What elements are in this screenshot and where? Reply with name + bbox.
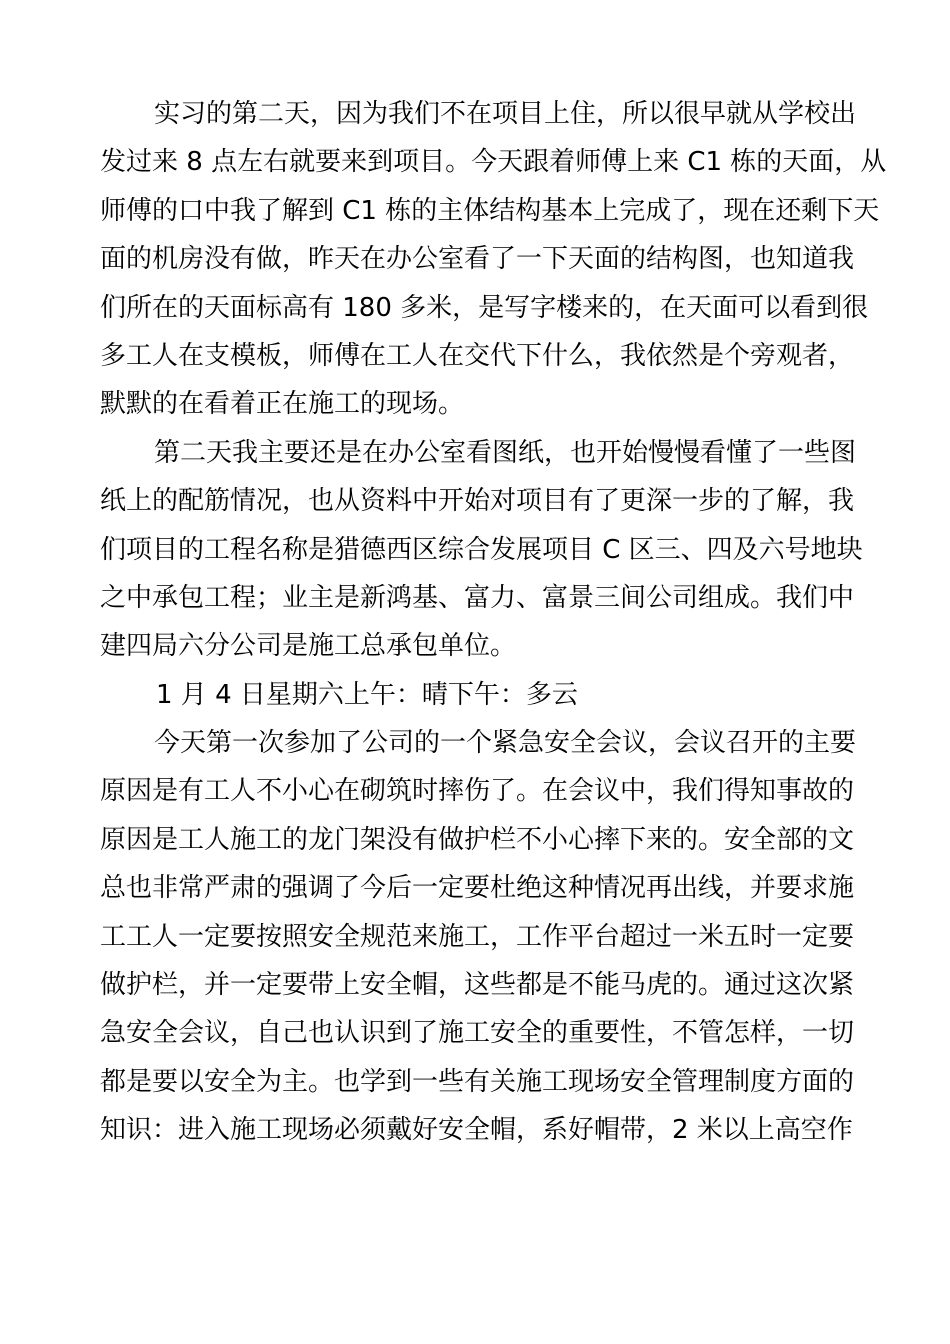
text-line: 建四局六分公司是施工总承包单位。 — [100, 631, 517, 662]
diary-date-heading — [100, 671, 860, 719]
text-line: 第二天我主要还是在办公室看图纸，也开始慢慢看懂了一些图 — [154, 437, 857, 468]
text-line: 之中承包工程；业主是新鸿基、富力、富景三间公司组成。我们中 — [100, 582, 855, 613]
text-line: 工工人一定要按照安全规范来施工，工作平台超过一米五时一定要 — [100, 921, 855, 952]
text-line: 做护栏，并一定要带上安全帽，这些都是不能马虎的。通过这次紧 — [100, 970, 855, 1001]
text-line: 都是要以安全为主。也学到一些有关施工现场安全管理制度方面的 — [100, 1066, 855, 1097]
text-line: 纸上的配筋情况，也从资料中开始对项目有了更深一步的了解，我 — [100, 486, 855, 517]
date-weather-line: 1 月 4 日星期六上午：晴下午：多云 — [156, 679, 578, 710]
text-line: 师傅的口中我了解到 C1 栋的主体结构基本上完成了，现在还剩下天 — [100, 195, 880, 226]
text-line: 面的机房没有做，昨天在办公室看了一下天面的结构图，也知道我 — [100, 244, 855, 275]
text-line: 急安全会议，自己也认识到了施工安全的重要性，不管怎样，一切 — [100, 1018, 855, 1049]
text-line: 们所在的天面标高有 180 多米，是写字楼来的，在天面可以看到很 — [100, 292, 869, 323]
text-line: 发过来 8 点左右就要来到项目。今天跟着师傅上来 C1 栋的天面，从 — [100, 147, 887, 178]
text-line: 知识：进入施工现场必须戴好安全帽，系好帽带，2 米以上高空作 — [100, 1115, 853, 1146]
text-line: 总也非常严肃的强调了今后一定要杜绝这种情况再出线，并要求施 — [100, 873, 855, 904]
text-line: 今天第一次参加了公司的一个紧急安全会议，会议召开的主要 — [154, 728, 857, 759]
text-line: 原因是工人施工的龙门架没有做护栏不小心摔下来的。安全部的文 — [100, 824, 855, 855]
paragraph-safety-meeting — [100, 719, 860, 1155]
paragraph-internship-day-two — [100, 90, 887, 429]
text-line: 实习的第二天，因为我们不在项目上住，所以很早就从学校出 — [154, 99, 857, 129]
text-line: 们项目的工程名称是猎德西区综合发展项目 C 区三、四及六号地块 — [100, 534, 863, 565]
text-line: 多工人在支模板，师傅在工人在交代下什么，我依然是个旁观者， — [100, 340, 855, 371]
text-line: 原因是有工人不小心在砌筑时摔伤了。在会议中，我们得知事故的 — [100, 776, 855, 807]
text-line: 默默的在看着正在施工的现场。 — [100, 389, 465, 420]
paragraph-project-info — [100, 429, 863, 671]
document-body — [100, 90, 887, 1155]
